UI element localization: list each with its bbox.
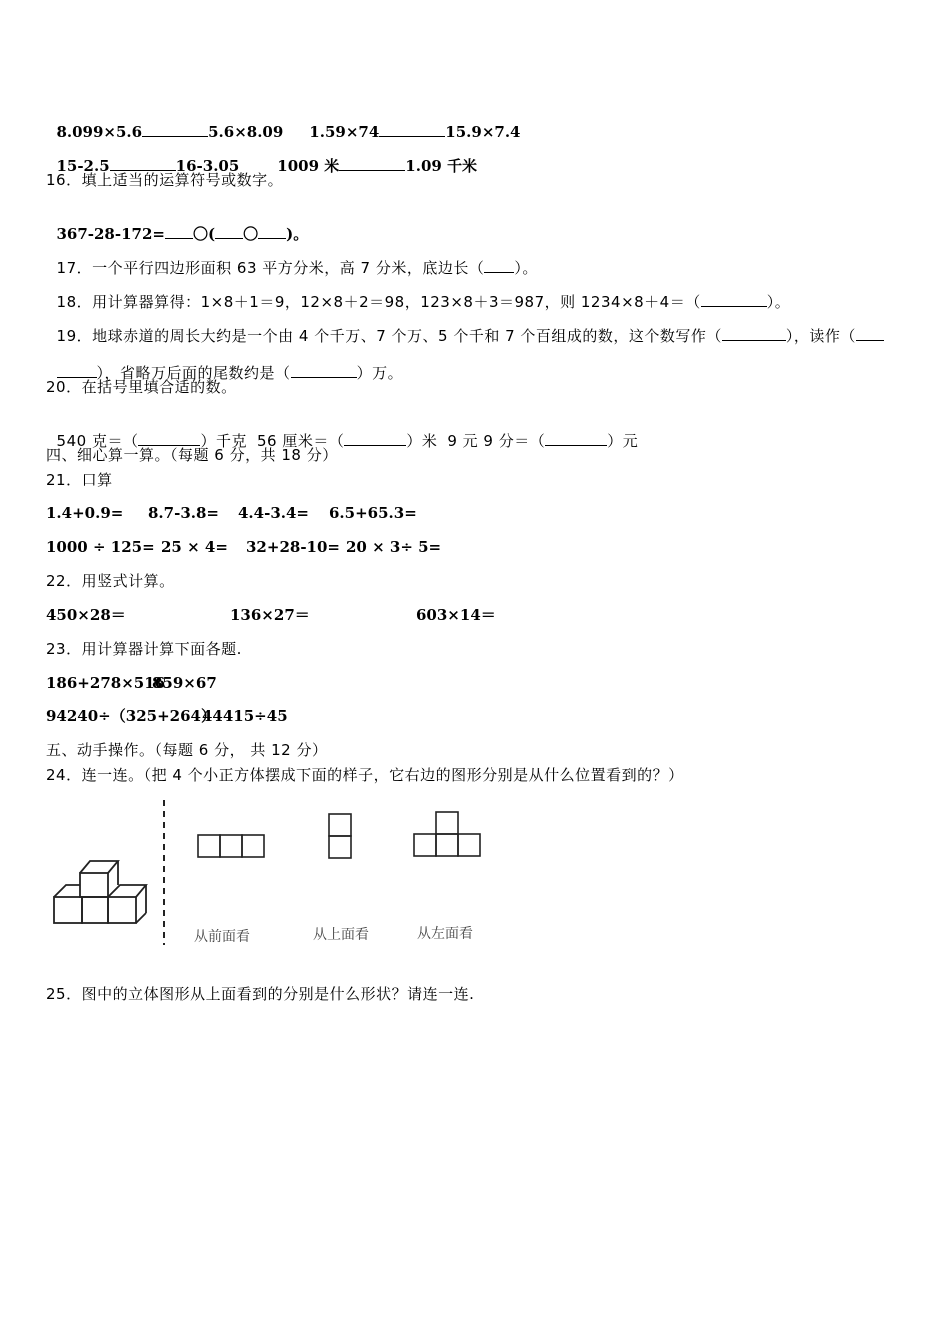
dashed-divider: [160, 800, 168, 945]
cube-stack-figure: [50, 855, 150, 930]
top-view-shape[interactable]: [327, 812, 354, 860]
operator-circle[interactable]: 〇: [192, 225, 208, 243]
compare-1b-right: 15.9×7.4: [445, 123, 521, 141]
answer-blank[interactable]: [138, 431, 200, 446]
q20-a1: 540 克＝（: [56, 432, 139, 450]
label-top-view[interactable]: 从上面看: [313, 927, 369, 943]
q23-item: 44415÷45: [202, 707, 288, 725]
q19-text-d: ）万。: [356, 364, 404, 382]
answer-blank[interactable]: [545, 431, 607, 446]
q19-text-a: 19．地球赤道的周长大约是一个由 4 个千万、7 个万、5 个千和 7 个百组成的数，这个数写作（: [56, 327, 722, 345]
q22-item: 603×14＝: [416, 606, 496, 624]
label-front-view[interactable]: 从前面看: [194, 929, 250, 945]
q17-text-a: 17．一个平行四边形面积 63 平方分米，高 7 分米，底边长（: [56, 259, 485, 277]
compare-1a-right: 5.6×8.09: [208, 123, 284, 141]
q21-title: 21．口算: [46, 471, 113, 489]
answer-blank[interactable]: [291, 363, 357, 378]
q20-a2: ）千克: [200, 432, 247, 450]
q16-title: 16．填上适当的运算符号或数字。: [46, 171, 284, 189]
q22-item: 136×27＝: [230, 606, 310, 624]
answer-blank[interactable]: [142, 122, 208, 137]
q19-line-1: [46, 306, 884, 346]
answer-blank[interactable]: [856, 326, 884, 341]
answer-blank[interactable]: [165, 224, 193, 239]
q23-item: 186+278×516: [46, 674, 166, 692]
answer-blank[interactable]: [344, 431, 406, 446]
q21-item: 20 × 3÷ 5=: [346, 538, 442, 556]
q21-item: 1000 ÷ 125=: [46, 538, 155, 556]
compare-2a-left: 15-2.5: [56, 157, 110, 175]
answer-blank[interactable]: [339, 156, 405, 171]
q21-item: 8.7-3.8=: [148, 504, 219, 522]
answer-blank[interactable]: [484, 258, 514, 273]
label-left-view[interactable]: 从左面看: [417, 926, 473, 942]
answer-blank[interactable]: [57, 363, 97, 378]
compare-2b-right: 1.09 千米: [405, 157, 478, 175]
q17-text-b: ）。: [514, 259, 538, 277]
q21-item: 32+28-10=: [246, 538, 340, 556]
answer-blank[interactable]: [701, 292, 767, 307]
q18-text-a: 18．用计算器算得：1×8＋1＝9，12×8＋2＝98，123×8＋3＝987，则 1234×8＋4＝（: [56, 293, 701, 311]
answer-blank[interactable]: [110, 156, 176, 171]
q19-text-b: ），读作（: [785, 327, 856, 345]
q21-item: 6.5+65.3=: [329, 504, 417, 522]
q21-item: 1.4+0.9=: [46, 504, 124, 522]
q22-item: 450×28＝: [46, 606, 126, 624]
q25-title: 25．图中的立体图形从上面看到的分别是什么形状？请连一连.: [46, 985, 475, 1003]
operator-circle[interactable]: 〇: [243, 225, 259, 243]
answer-blank[interactable]: [722, 326, 786, 341]
q20-b1: 56 厘米＝（: [256, 432, 345, 450]
q21-item: 4.4-3.4=: [238, 504, 309, 522]
compare-1a-left: 8.099×5.6: [56, 123, 143, 141]
q21-item: 25 × 4=: [161, 538, 228, 556]
q23-item: 859×67: [152, 674, 217, 692]
section-5-title: 五、动手操作。（每题 6 分， 共 12 分）: [46, 741, 328, 759]
paren-close: )。: [286, 225, 309, 243]
answer-blank[interactable]: [379, 122, 445, 137]
q20-c2: ）元: [607, 432, 639, 450]
q20-title: 20．在括号里填合适的数。: [46, 378, 237, 396]
q16-expr-start: 367-28-172=: [56, 225, 165, 243]
answer-blank[interactable]: [258, 224, 286, 239]
q20-b2: ）米: [406, 432, 438, 450]
left-view-shape[interactable]: [412, 810, 484, 860]
q20-c1: 9 元 9 分＝（: [447, 432, 546, 450]
q18-text-b: ）。: [766, 293, 791, 311]
q22-title: 22．用竖式计算。: [46, 572, 175, 590]
section-4-title: 四、细心算一算。（每题 6 分，共 18 分）: [46, 446, 338, 464]
compare-1b-left: 1.59×74: [309, 123, 380, 141]
answer-blank[interactable]: [215, 224, 243, 239]
paren-open: (: [207, 225, 216, 243]
q23-title: 23．用计算器计算下面各题.: [46, 640, 242, 658]
q23-item: 94240÷（325+264）: [46, 707, 216, 725]
compare-2a-right: 16-3.05: [175, 157, 240, 175]
q19-text-c: ），省略万后面的尾数约是（: [96, 364, 291, 382]
compare-2b-left: 1009 米: [277, 157, 340, 175]
front-view-shape[interactable]: [196, 833, 266, 859]
q24-title: 24．连一连。（把 4 个小正方体摆成下面的样子，它右边的图形分别是从什么位置看到的？）: [46, 766, 684, 784]
